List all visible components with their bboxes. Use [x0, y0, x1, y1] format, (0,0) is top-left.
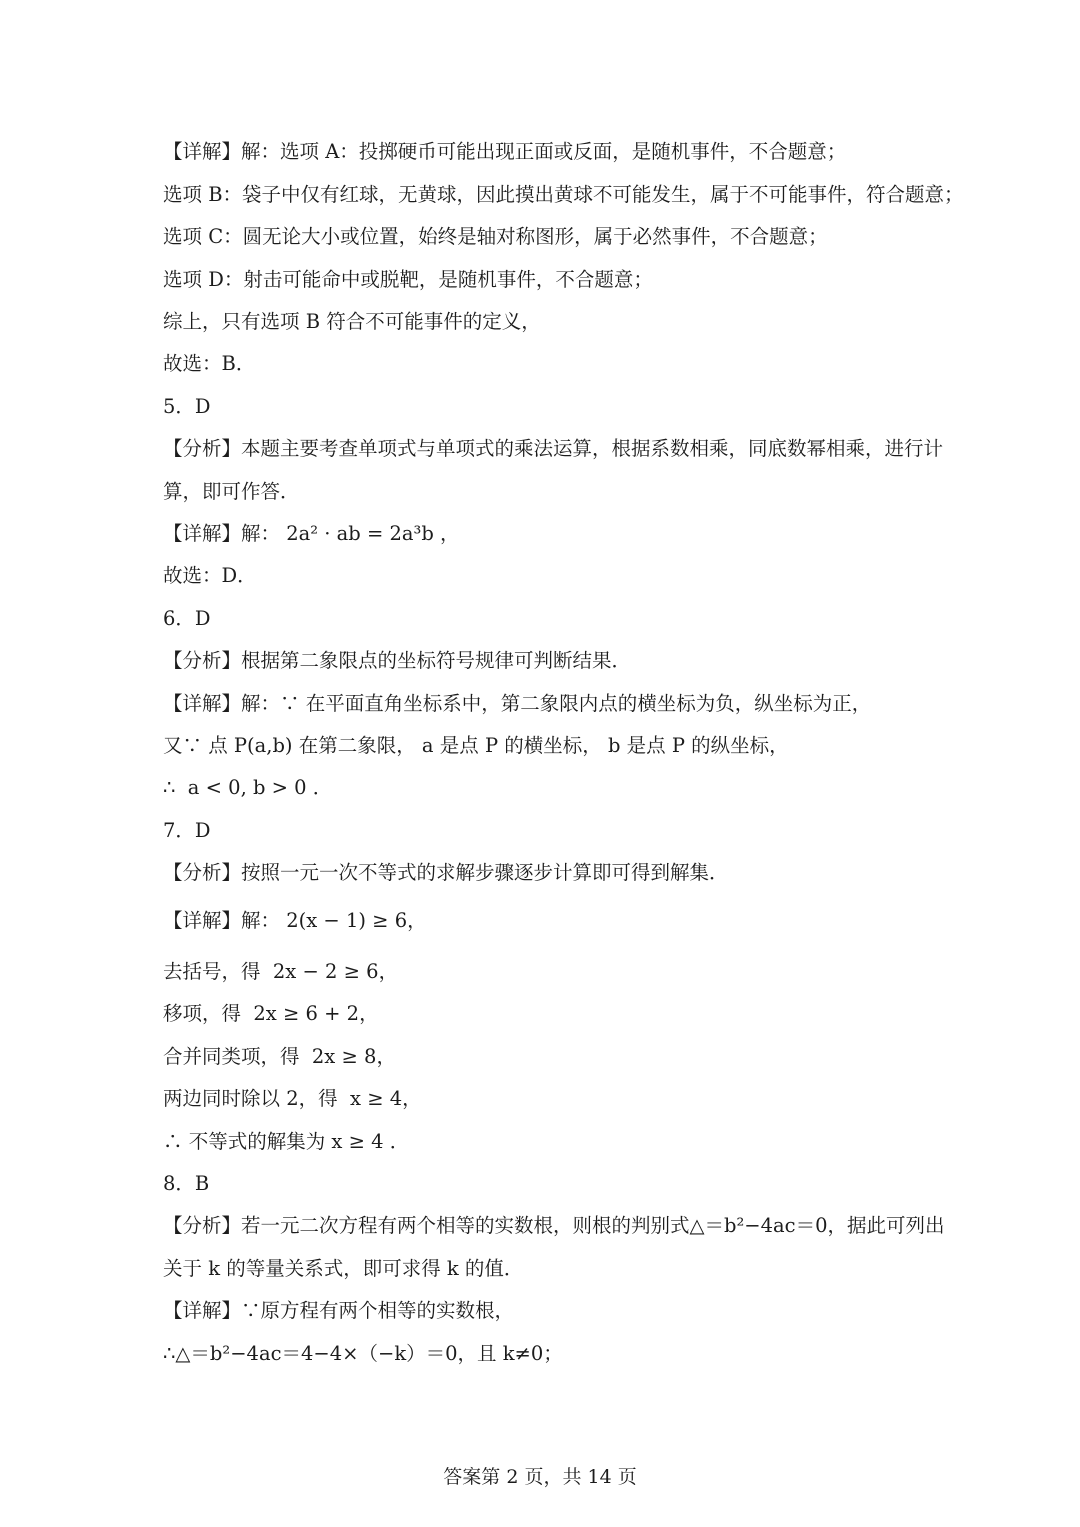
text-line: 算，即可作答．: [163, 480, 300, 503]
question-number: 8．B: [163, 1172, 210, 1195]
question-number: 6．D: [163, 607, 211, 630]
text-line: 综上，只有选项 B 符合不可能事件的定义，: [163, 310, 541, 333]
text-line: 关于 k 的等量关系式，即可求得 k 的值．: [163, 1257, 524, 1280]
text-line: 选项 B：袋子中仅有红球，无黄球，因此摸出黄球不可能发生，属于不可能事件，符合题意；: [163, 183, 964, 206]
text-line: 选项 C：圆无论大小或位置，始终是轴对称图形，属于必然事件，不合题意；: [163, 225, 828, 248]
text-line: 【详解】解： 2a² · ab = 2a³b ，: [163, 522, 460, 545]
text-line: 两边同时除以 2，得 x ≥ 4，: [163, 1087, 422, 1110]
text-line: 【分析】根据第二象限点的坐标符号规律可判断结果．: [163, 649, 632, 672]
text-line: ∴ 不等式的解集为 x ≥ 4 ．: [163, 1130, 410, 1153]
text-line: 【详解】解：选项 A：投掷硬币可能出现正面或反面，是随机事件，不合题意；: [163, 140, 847, 163]
text-line: 【详解】解：∵ 在平面直角坐标系中，第二象限内点的横坐标为负，纵坐标为正，: [163, 692, 872, 715]
question-number: 7．D: [163, 819, 211, 842]
text-line: 【详解】∵原方程有两个相等的实数根，: [163, 1299, 515, 1322]
text-line: 故选：B．: [163, 352, 256, 375]
text-line: 【分析】若一元二次方程有两个相等的实数根，则根的判别式△＝b²−4ac＝0，据此可列出: [163, 1214, 945, 1237]
text-line: 【分析】本题主要考查单项式与单项式的乘法运算，根据系数相乘，同底数幂相乘，进行计: [163, 437, 944, 460]
text-line: 【分析】按照一元一次不等式的求解步骤逐步计算即可得到解集．: [163, 861, 729, 884]
text-line: ∴△＝b²−4ac＝4−4×（−k）＝0，且 k≠0；: [163, 1342, 563, 1365]
page-footer: 答案第 2 页，共 14 页: [443, 1466, 637, 1488]
text-line: 【详解】解： 2(x − 1) ≥ 6，: [163, 909, 427, 932]
text-line: 又∵ 点 P(a,b) 在第二象限， a 是点 P 的横坐标， b 是点 P 的纵坐标，: [163, 734, 789, 757]
text-line: 故选：D．: [163, 564, 257, 587]
text-line: 去括号，得 2x − 2 ≥ 6，: [163, 960, 399, 983]
text-line: 移项，得 2x ≥ 6 + 2，: [163, 1002, 379, 1025]
question-number: 5．D: [163, 395, 211, 418]
text-line: 选项 D：射击可能命中或脱靶，是随机事件，不合题意；: [163, 268, 653, 291]
text-line: ∴ a < 0, b > 0 ．: [163, 776, 333, 799]
text-line: 合并同类项，得 2x ≥ 8，: [163, 1045, 396, 1068]
